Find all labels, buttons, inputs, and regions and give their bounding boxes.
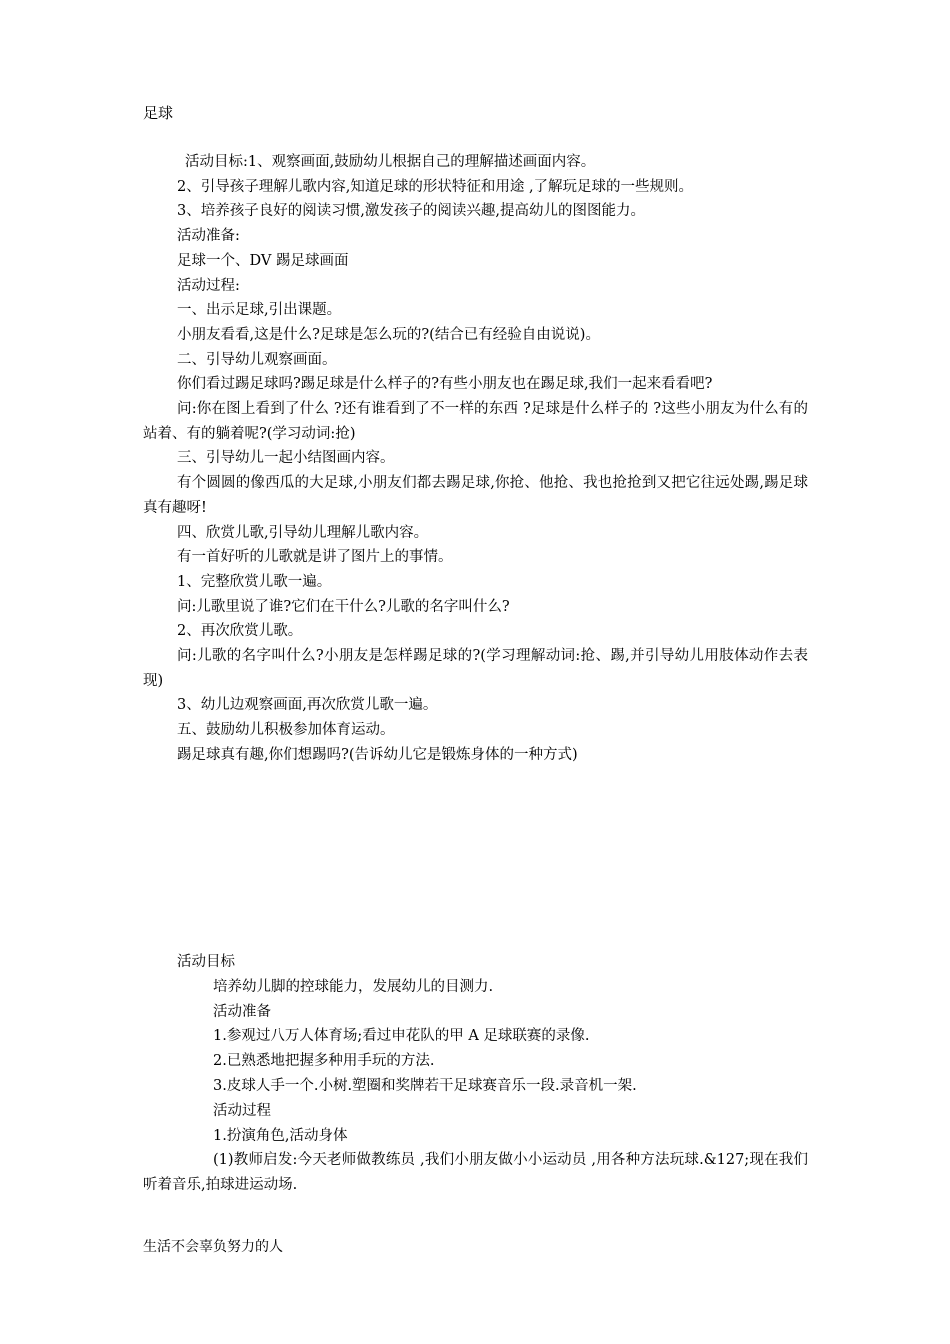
paragraph: 五、鼓励幼儿积极参加体育运动。	[177, 722, 395, 739]
paragraph: 2.已熟悉地把握多种用手玩的方法.	[213, 1053, 435, 1070]
paragraph: (1)教师启发:今天老师做教练员 ,我们小朋友做小小运动员 ,用各种方法玩球.&127;现在我们听着音乐,拍球进运动场.	[143, 1152, 808, 1194]
paragraph: 问:儿歌的名字叫什么?小朋友是怎样踢足球的?(学习理解动词:抢、踢,并引导幼儿用肢体动作去表现)	[143, 648, 808, 689]
paragraph: 培养幼儿脚的控球能力，发展幼儿的目测力.	[213, 978, 494, 995]
paragraph: 2、引导孩子理解儿歌内容,知道足球的形状特征和用途 ,了解玩足球的一些规则。	[177, 178, 694, 195]
paragraph: 活动过程:	[177, 277, 240, 294]
paragraph: 四、欣赏儿歌,引导幼儿理解儿歌内容。	[177, 524, 429, 541]
paragraph: 问:儿歌里说了谁?它们在干什么?儿歌的名字叫什么?	[177, 598, 510, 615]
paragraph: 2、再次欣赏儿歌。	[177, 623, 303, 640]
paragraph: 足球一个、DV 踢足球画面	[177, 252, 349, 269]
page-footer: 生活不会辜负努力的人	[143, 1239, 283, 1255]
paragraph: 活动准备:	[177, 228, 240, 245]
paragraph: 三、引导幼儿一起小结图画内容。	[177, 450, 395, 467]
paragraph: 3、培养孩子良好的阅读习惯,激发孩子的阅读兴趣,提高幼儿的图图能力。	[177, 203, 645, 220]
paragraph: 3.皮球人手一个.小树.塑圈和奖牌若干足球赛音乐一段.录音机一架.	[213, 1077, 637, 1094]
document-title: 足球	[143, 104, 174, 122]
paragraph: 活动目标:1、观察画面,鼓励幼儿根据自己的理解描述画面内容。	[185, 154, 596, 170]
section-heading: 活动目标	[177, 954, 235, 970]
paragraph: 1、完整欣赏儿歌一遍。	[177, 573, 332, 590]
paragraph: 问:你在图上看到了什么 ?还有谁看到了不一样的东西 ?足球是什么样子的 ?这些小朋友为什么有的站着、有的躺着呢?(学习动词:抢)	[143, 401, 808, 442]
paragraph: 3、幼儿边观察画面,再次欣赏儿歌一遍。	[177, 697, 438, 714]
paragraph: 有一首好听的儿歌就是讲了图片上的事情。	[177, 549, 453, 566]
paragraph: 你们看过踢足球吗?踢足球是什么样子的?有些小朋友也在踢足球,我们一起来看看吧?	[177, 376, 713, 393]
section-heading: 活动过程	[213, 1102, 271, 1119]
paragraph: 1.参观过八万人体育场;看过申花队的甲 A 足球联赛的录像.	[213, 1028, 590, 1045]
paragraph: 一、出示足球,引出课题。	[177, 302, 342, 319]
paragraph: 1.扮演角色,活动身体	[213, 1127, 348, 1144]
paragraph: 有个圆圆的像西瓜的大足球,小朋友们都去踢足球,你抢、他抢、我也抢抢到又把它往远处踢,踢足球真有趣呀!	[143, 475, 808, 516]
paragraph: 踢足球真有趣,你们想踢吗?(告诉幼儿它是锻炼身体的一种方式)	[177, 746, 578, 763]
section-heading: 活动准备	[213, 1003, 271, 1020]
paragraph: 小朋友看看,这是什么?足球是怎么玩的?(结合已有经验自由说说)。	[177, 326, 600, 343]
lesson-plan-section-2	[143, 950, 808, 1198]
lesson-plan-section-1	[143, 150, 808, 768]
paragraph: 二、引导幼儿观察画面。	[177, 351, 337, 368]
